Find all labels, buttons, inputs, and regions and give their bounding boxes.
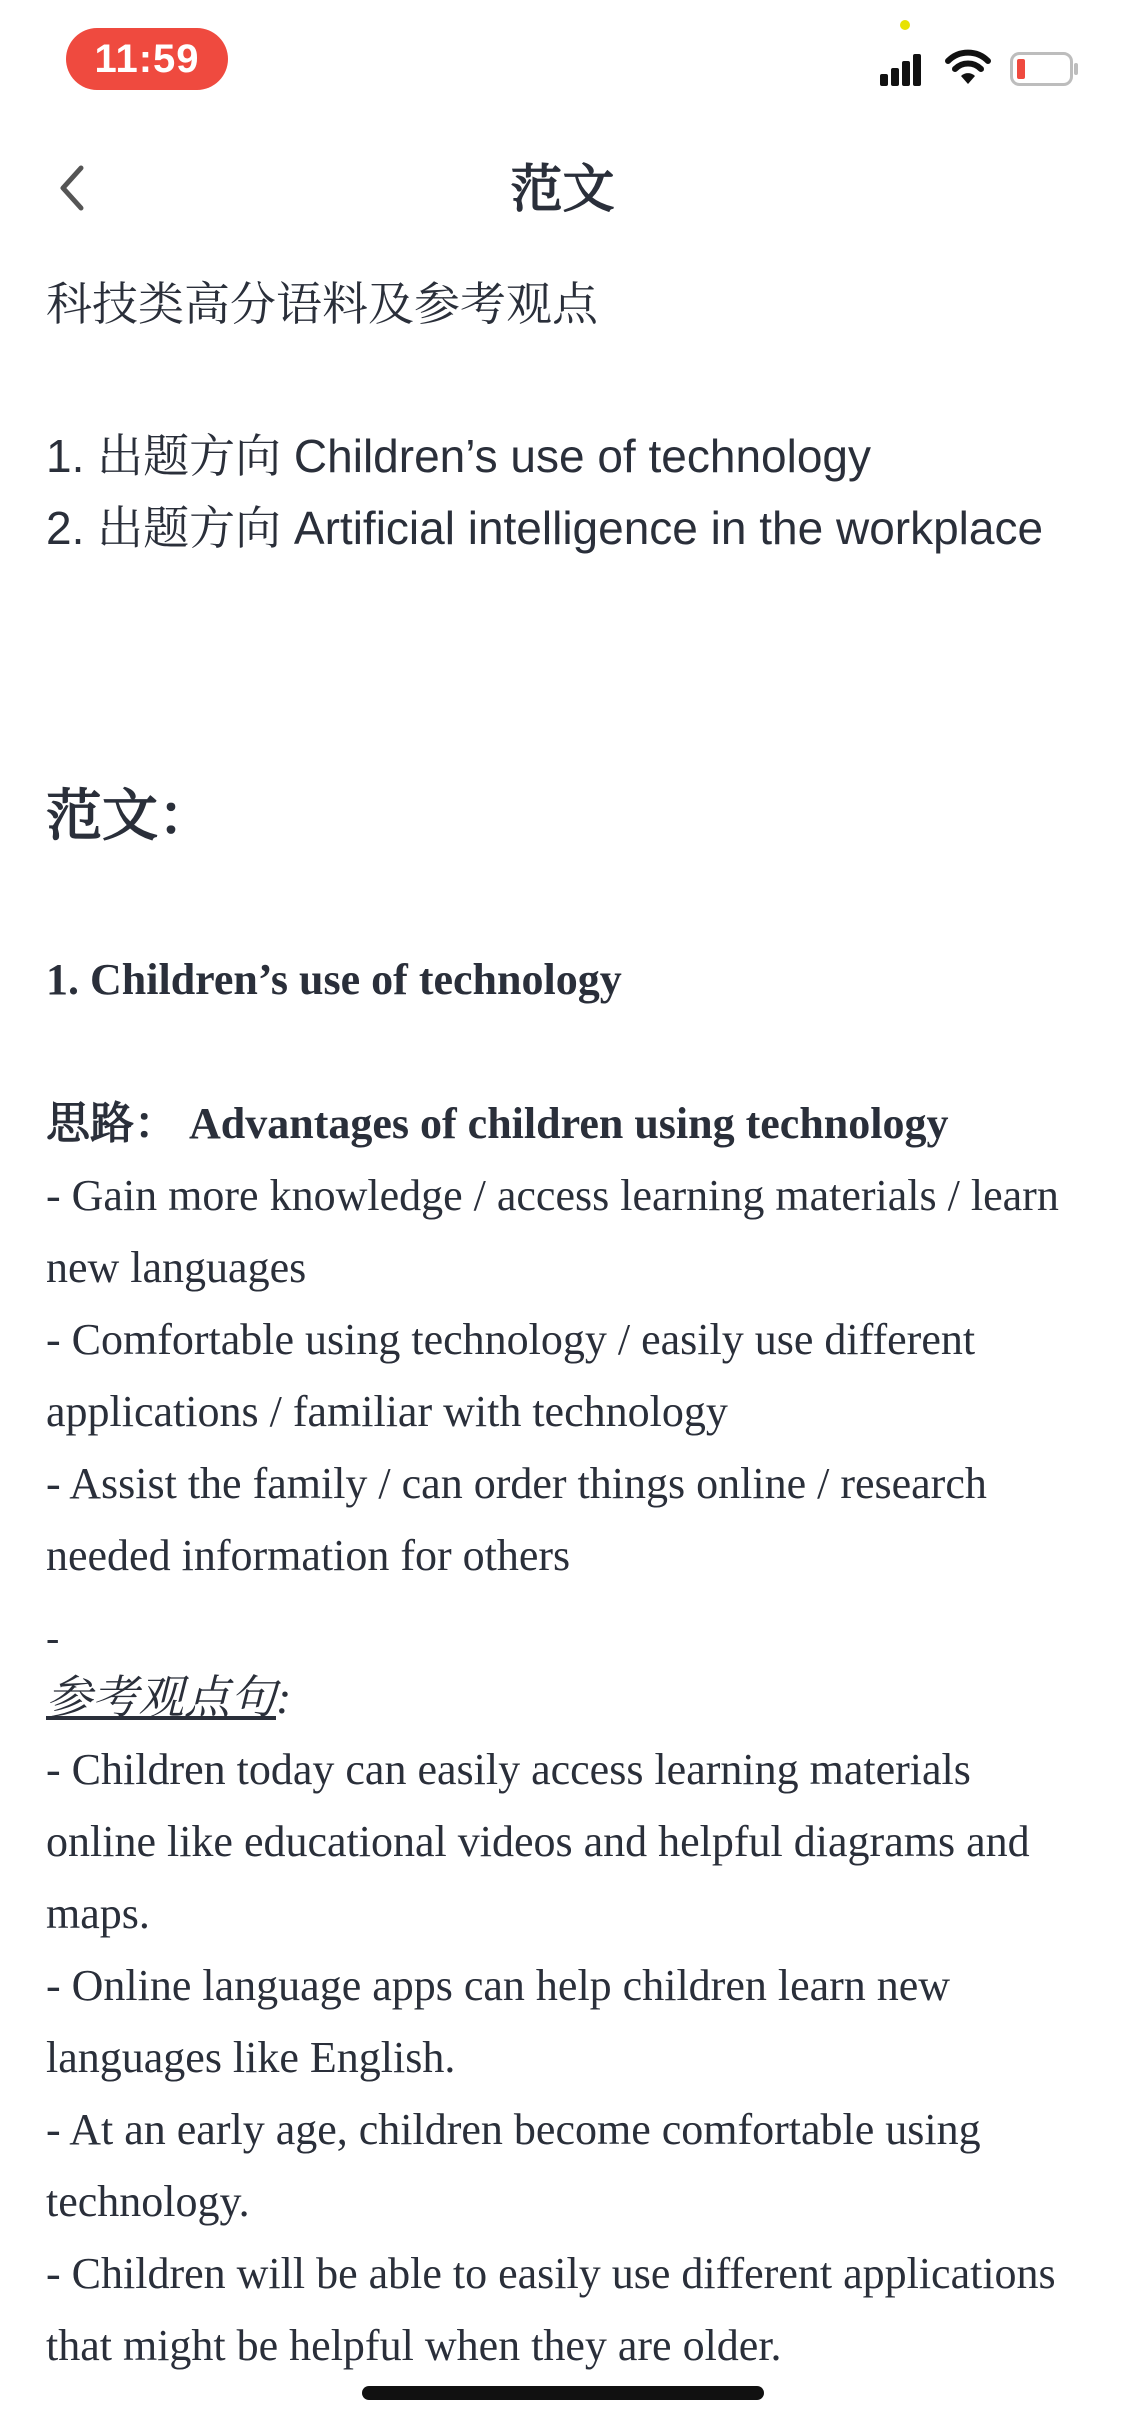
chevron-left-icon — [57, 164, 87, 212]
reference-label-text: 参考观点句 — [46, 1672, 276, 1723]
outline-heading — [46, 1088, 1086, 1160]
outline-point: - Assist the family / can order things online / research needed information for others — [46, 1459, 987, 1580]
status-bar — [0, 0, 1125, 120]
reference-label — [46, 1662, 291, 1734]
outline-title: Advantages of children using technology — [189, 1099, 949, 1148]
reference-label-colon: : — [276, 1672, 292, 1723]
outline-label: 思路： — [46, 1098, 178, 1149]
reference-sentence: - Children will be able to easily use different applications that might be helpful when they are older. — [46, 2249, 1056, 2370]
battery-icon — [1010, 52, 1080, 86]
essay-title: 1. Children’s use of technology — [46, 955, 622, 1004]
article-subtitle: 科技类高分语料及参考观点 — [46, 278, 598, 330]
reference-sentences — [46, 1734, 1086, 2382]
microphone-indicator-dot — [900, 20, 910, 30]
reference-sentence: - Children today can easily access learning materials online like educational videos and helpful diagrams and maps. — [46, 1745, 1030, 1938]
outline-point: - Gain more knowledge / access learning materials / learn new languages — [46, 1171, 1059, 1292]
home-indicator[interactable] — [362, 2386, 764, 2400]
topic-direction-2: 2. 出题方向 Artificial intelligence in the workplace — [46, 502, 1044, 554]
status-time[interactable]: 11:59 — [66, 28, 228, 90]
nav-bar — [0, 140, 1125, 240]
topic-directions-list — [46, 420, 1086, 564]
page-title: 范文 — [510, 161, 615, 219]
wifi-icon — [945, 48, 991, 86]
back-button[interactable] — [40, 156, 104, 220]
signal-icon — [880, 54, 922, 86]
reference-sentence: - At an early age, children become comfortable using technology. — [46, 2105, 981, 2226]
reference-sentence: - Online language apps can help children learn new languages like English. — [46, 1961, 951, 2082]
topic-direction-1: 1. 出题方向 Children’s use of technology — [46, 430, 871, 482]
section-heading: 范文： — [46, 784, 214, 847]
dash-separator: - — [46, 1615, 60, 1660]
outline-block — [46, 1088, 1086, 1592]
outline-point: - Comfortable using technology / easily use different applications / familiar with technology — [46, 1315, 976, 1436]
